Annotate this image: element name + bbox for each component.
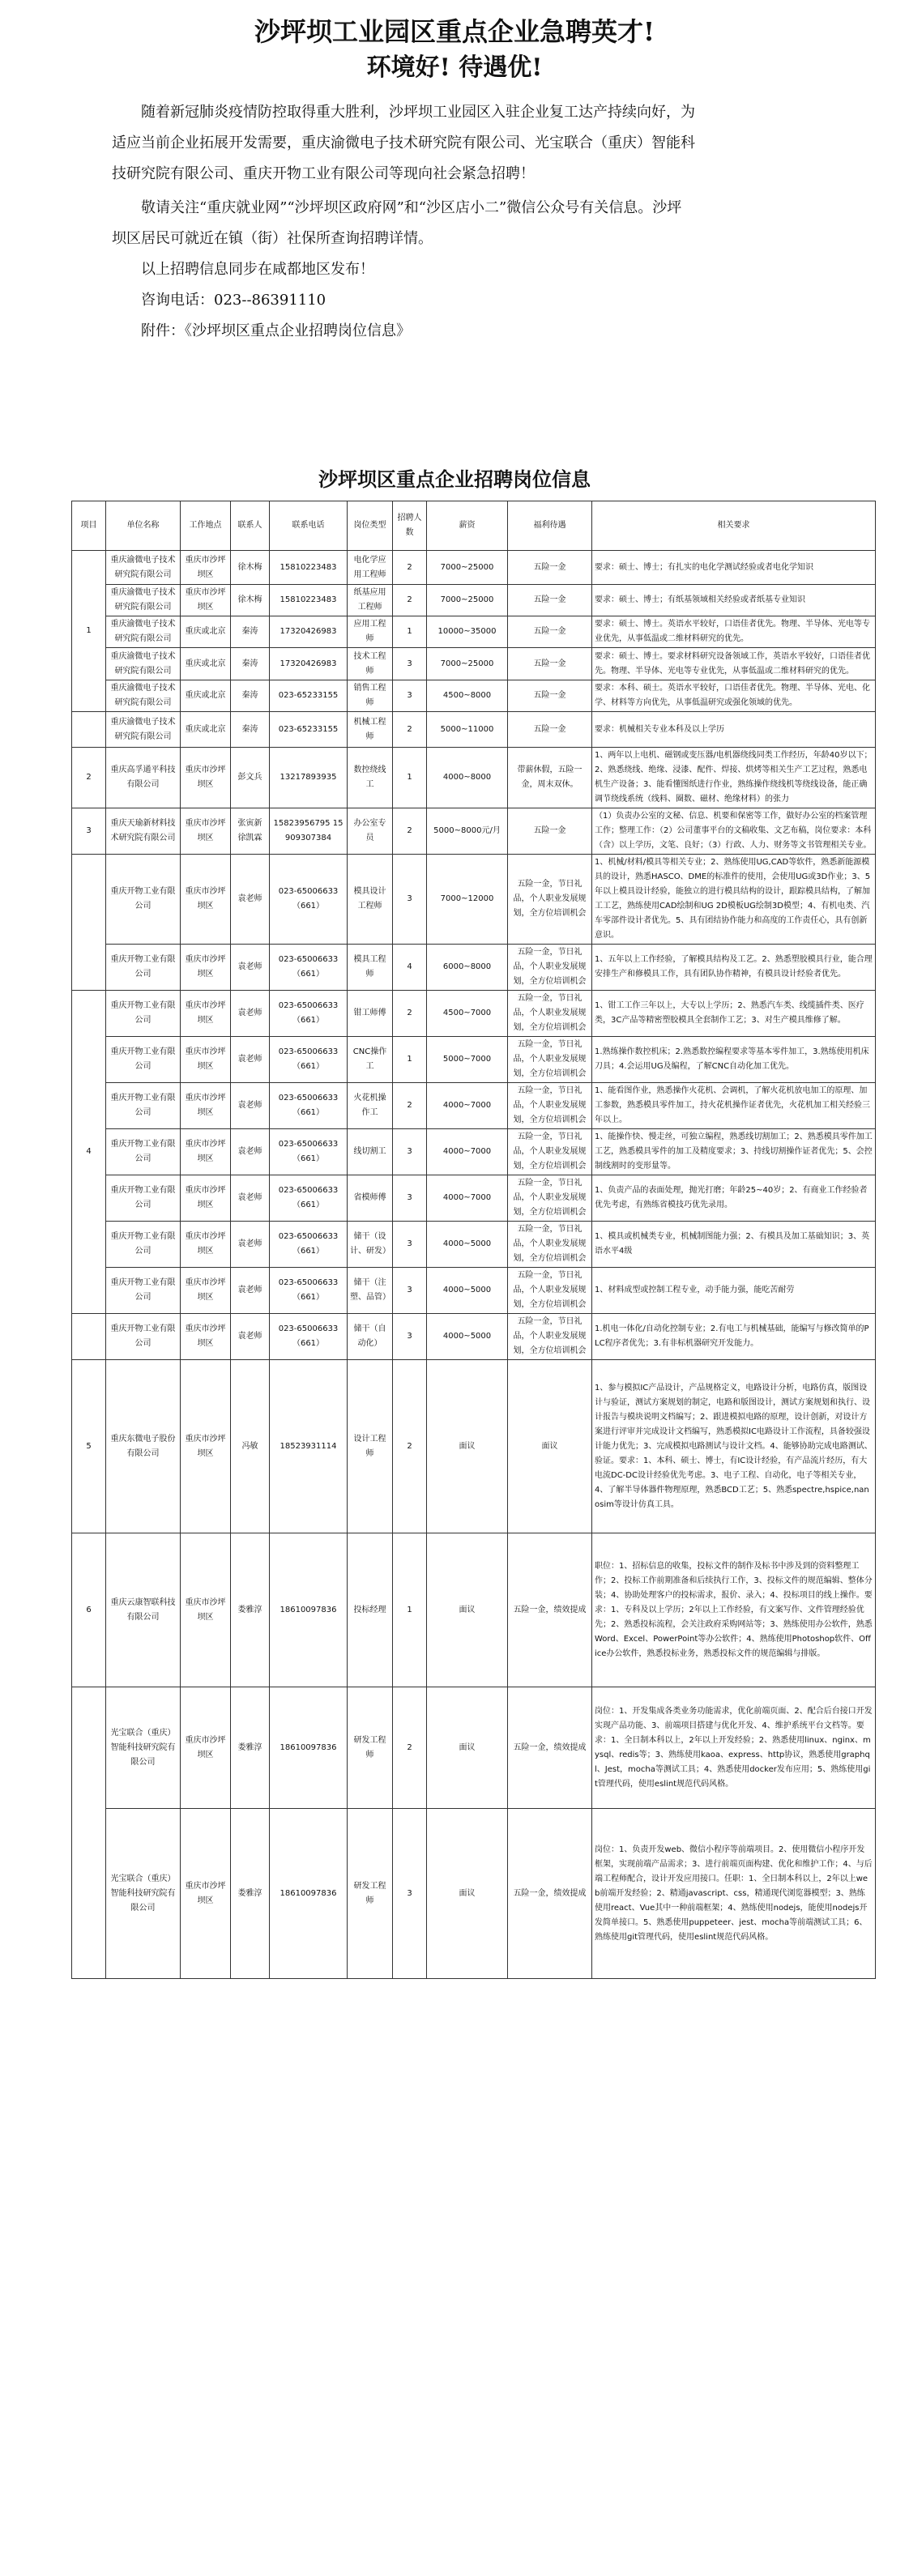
intro-paragraph: 随着新冠肺炎疫情防控取得重大胜利，沙坪坝工业园区入驻企业复工达产持续向好，为适应当前企业拓展开发需要，重庆渝微电子技术研究院有限公司、光宝联合（重庆）智能科技研究院有限公司、重庆开物工业有限公司等现向社会紧急招聘！ [112,104,695,182]
table-row [72,1175,876,1222]
table-row [72,1314,876,1360]
project-number-cell [72,1314,106,1360]
contact-person-cell: 娄雅淳 [231,1687,270,1809]
job-type-cell: 线切割工 [348,1129,393,1175]
salary-cell: 4000~7000 [427,1129,508,1175]
table-row [72,1222,876,1268]
benefits-cell: 五险一金，节日礼品，个人职业发展规划，全方位培训机会 [508,1268,592,1314]
benefits-cell: 五险一金，节日礼品，个人职业发展规划，全方位培训机会 [508,1129,592,1175]
project-number-cell: 4 [72,991,106,1314]
salary-cell: 4500~7000 [427,991,508,1037]
benefits-cell: 面议 [508,1360,592,1533]
project-number-cell [72,712,106,748]
requirements-cell: 岗位：1、负责开发web、微信小程序等前端项目。2、使用微信小程序开发框架，实现前端产品需求；3、进行前端页面构建、优化和维护工作；4、与后端工程师配合，设计开发应用接口。任职：1、全日制本科以上，2年以上web前端开发经验；2、精通javascript、css，精通现代浏览器模型；3、熟练使用react、Vue其中一种前端框架；4、熟练使用nodejs，能使用nodejs开发简单接口。5、熟悉使用puppeteer、jest、mocha等前端测试工具；6、熟练使用git管理代码，使用eslint规范代码风格。 [592,1809,876,1979]
contact-person-cell: 袁老师 [231,855,270,945]
table-row [72,1268,876,1314]
benefits-cell: 五险一金，节日礼品，个人职业发展规划，全方位培训机会 [508,1314,592,1360]
phone-cell: 023-65006633（661） [270,855,348,945]
benefits-cell: 五险一金，节日礼品，个人职业发展规划，全方位培训机会 [508,991,592,1037]
table-row [72,808,876,855]
requirements-cell: 岗位：1、开发集成各类业务功能需求，优化前端页面、2、配合后台接口开发实现产品功能、3、前端项目搭建与优化开发、4、维护系统平台文档等。要求：1、全日制本科以上，2年以上开发经验；2、熟悉使用linux、nginx、mysql、redis等；3、熟练使用kaoa、express、http协议，熟悉使用graphql、Jest，mocha等测试工具；4、熟悉使用docker发布应用；5、熟练使用git管理代码，使用eslint规范代码风格。 [592,1687,876,1809]
company-name-cell: 重庆渝微电子技术研究院有限公司 [106,680,181,712]
job-type-cell: 技术工程师 [348,648,393,680]
salary-cell: 面议 [427,1533,508,1687]
table-row [72,551,876,585]
phone-cell: 023-65006633（661） [270,1314,348,1360]
salary-cell: 4000~5000 [427,1314,508,1360]
company-name-cell: 重庆渝微电子技术研究院有限公司 [106,712,181,748]
headcount-cell: 1 [393,1037,427,1083]
job-type-cell: 设计工程师 [348,1360,393,1533]
work-location-cell: 重庆市沙坪坝区 [181,1222,231,1268]
attachment-note: 附件：《沙坪坝区重点企业招聘岗位信息》 [141,322,411,339]
job-type-cell: 数控绕线工 [348,748,393,808]
requirements-cell: 1.机电一体化/自动化控制专业；2.有电工与机械基础，能编写与修改简单的PLC程序者优先；3.有非标机器研究开发能力。 [592,1314,876,1360]
project-number-cell: 6 [72,1533,106,1687]
work-location-cell: 重庆或北京 [181,616,231,648]
contact-person-cell: 徐木梅 [231,585,270,616]
header-cell: 岗位类型 [348,501,393,551]
salary-cell: 7000~25000 [427,648,508,680]
benefits-cell: 五险一金 [508,712,592,748]
company-name-cell: 重庆开物工业有限公司 [106,1083,181,1129]
phone-cell: 023-65233155 [270,680,348,712]
company-name-cell: 重庆渝微电子技术研究院有限公司 [106,551,181,585]
contact-person-cell: 娄雅淳 [231,1809,270,1979]
salary-cell: 5000~8000元/月 [427,808,508,855]
benefits-cell: 五险一金，绩效提成 [508,1809,592,1979]
intro-paragraph: 敬请关注“重庆就业网”“沙坪坝区政府网”和“沙区店小二”微信公众号有关信息。沙坪坝区居民可就近在镇（街）社保所查询招聘详情。 [112,199,682,247]
headcount-cell: 2 [393,551,427,585]
requirements-cell: （1）负责办公室的文秘、信息、机要和保密等工作，做好办公室的档案管理工作；整理工作：（2）公司董事平台的文稿收集、文艺布稿，岗位要求：本科（含）以上学历，文笔、良好；（3）行政、人力、财务等文书管理相关专业。 [592,808,876,855]
contact-person-cell: 冯敏 [231,1360,270,1533]
table-row [72,1037,876,1083]
salary-cell: 7000~25000 [427,551,508,585]
requirements-cell: 要求：硕士、博士；有纸基领域相关经验或者纸基专业知识 [592,585,876,616]
headcount-cell: 2 [393,1687,427,1809]
header-cell: 单位名称 [106,501,181,551]
headcount-cell: 1 [393,616,427,648]
page-subtitle: 环境好! 待遇优! [366,53,543,82]
work-location-cell: 重庆市沙坪坝区 [181,808,231,855]
job-type-cell: CNC操作工 [348,1037,393,1083]
page-title: 沙坪坝工业园区重点企业急聘英才! [254,16,655,47]
job-type-cell: 投标经理 [348,1533,393,1687]
company-name-cell: 重庆开物工业有限公司 [106,1268,181,1314]
benefits-cell: 五险一金 [508,616,592,648]
phone-cell: 18610097836 [270,1687,348,1809]
company-name-cell: 重庆渝微电子技术研究院有限公司 [106,648,181,680]
work-location-cell: 重庆或北京 [181,712,231,748]
work-location-cell: 重庆市沙坪坝区 [181,991,231,1037]
job-type-cell: 纸基应用工程师 [348,585,393,616]
company-name-cell: 光宝联合（重庆）智能科技研究院有限公司 [106,1687,181,1809]
header-cell: 福利待遇 [508,501,592,551]
benefits-cell: 五险一金，节日礼品，个人职业发展规划，全方位培训机会 [508,945,592,991]
salary-cell: 4000~5000 [427,1222,508,1268]
salary-cell: 4000~8000 [427,748,508,808]
job-type-cell: 销售工程师 [348,680,393,712]
benefits-cell: 五险一金，节日礼品，个人职业发展规划，全方位培训机会 [508,1222,592,1268]
phone-cell: 15810223483 [270,551,348,585]
table-row [72,1533,876,1687]
project-number-cell [72,1687,106,1979]
table-row [72,680,876,712]
contact-person-cell: 袁老师 [231,991,270,1037]
requirements-cell: 1、材料成型或控制工程专业，动手能力强，能吃苦耐劳 [592,1268,876,1314]
requirements-cell: 职位：1、招标信息的收集，投标文件的制作及标书中涉及到的资料整理工作；2、投标工作前期准备和后续执行工作，3、投标文件的规范编辑、整体分装；4、协助处理客户的投标需求，报价、录入；4、投标项目的线上操作。要求：1、专科及以上学历；2年以上工作经验，有文案写作、文件管理经验优先；2、熟悉投标流程，会关注政府采购网站等；3、熟练使用办公软件，熟悉Word、Excel、PowerPoint等办公软件；4、熟练使用Photoshop软件、Office办公软件，熟悉投标业务，熟悉投标文件的规范编辑与排版。 [592,1533,876,1687]
headcount-cell: 3 [393,1175,427,1222]
job-type-cell: 模具设计工程师 [348,855,393,945]
headcount-cell: 4 [393,945,427,991]
header-cell: 相关要求 [592,501,876,551]
project-number-cell [72,855,106,991]
company-name-cell: 重庆开物工业有限公司 [106,1175,181,1222]
phone-cell: 023-65006633（661） [270,991,348,1037]
job-type-cell: 应用工程师 [348,616,393,648]
benefits-cell: 带薪休假，五险一金，周末双休。 [508,748,592,808]
header-cell: 薪资 [427,501,508,551]
project-number-cell: 5 [72,1360,106,1533]
work-location-cell: 重庆市沙坪坝区 [181,1687,231,1809]
contact-person-cell: 娄雅淳 [231,1533,270,1687]
phone-cell: 023-65006633（661） [270,945,348,991]
phone-cell: 023-65006633（661） [270,1175,348,1222]
company-name-cell: 重庆渝微电子技术研究院有限公司 [106,616,181,648]
work-location-cell: 重庆市沙坪坝区 [181,1533,231,1687]
headcount-cell: 2 [393,585,427,616]
work-location-cell: 重庆市沙坪坝区 [181,551,231,585]
work-location-cell: 重庆市沙坪坝区 [181,1175,231,1222]
benefits-cell: 五险一金 [508,551,592,585]
benefits-cell: 五险一金，绩效提成 [508,1687,592,1809]
headcount-cell: 3 [393,648,427,680]
job-type-cell: 火花机操作工 [348,1083,393,1129]
benefits-cell: 五险一金 [508,680,592,712]
benefits-cell: 五险一金 [508,808,592,855]
contact-person-cell: 袁老师 [231,1222,270,1268]
requirements-cell: 1、钳工工作三年以上，大专以上学历；2、熟悉汽车类、线缆插件类、医疗类，3C产品等精密塑胶模具全套制作工艺；3、对生产模具维修了解。 [592,991,876,1037]
requirements-cell: 要求：本科、硕士。英语水平较好，口语佳者优先。物理、半导体、光电、化学、材料等方向优先，从事低温研究或强化领域的优先。 [592,680,876,712]
table-row [72,1083,876,1129]
headcount-cell: 2 [393,712,427,748]
benefits-cell: 五险一金，节日礼品，个人职业发展规划，全方位培训机会 [508,1083,592,1129]
contact-person-cell: 袁老师 [231,1129,270,1175]
project-number-cell: 3 [72,808,106,855]
benefits-cell: 五险一金 [508,648,592,680]
job-type-cell: 储干（注塑、品管） [348,1268,393,1314]
requirements-cell: 1.熟练操作数控机床；2.熟悉数控编程要求等基本零件加工，3.熟练使用机床刀具；4.会运用UG及编程，了解CNC自动化加工优先。 [592,1037,876,1083]
work-location-cell: 重庆市沙坪坝区 [181,1360,231,1533]
benefits-cell: 五险一金，节日礼品，个人职业发展规划，全方位培训机会 [508,855,592,945]
work-location-cell: 重庆市沙坪坝区 [181,1129,231,1175]
phone-cell: 023-65006633（661） [270,1083,348,1129]
company-name-cell: 重庆高孚通平科技有限公司 [106,748,181,808]
headcount-cell: 2 [393,1360,427,1533]
intro-paragraph: 以上招聘信息同步在咸都地区发布！ [141,261,374,278]
benefits-cell: 五险一金 [508,585,592,616]
requirements-cell: 要求：硕士、博士。要求材料研究设备领域工作，英语水平较好，口语佳者优先。物理、半导体、光电等专业优先，从事低温或二维材料研究的优先。 [592,648,876,680]
benefits-cell: 五险一金，绩效提成 [508,1533,592,1687]
table-row [72,1809,876,1979]
company-name-cell: 重庆开物工业有限公司 [106,1037,181,1083]
table-row [72,585,876,616]
salary-cell: 面议 [427,1809,508,1979]
phone-cell: 13217893935 [270,748,348,808]
salary-cell: 4000~7000 [427,1083,508,1129]
header-cell: 联系电话 [270,501,348,551]
table-row [72,1129,876,1175]
phone-cell: 023-65006633（661） [270,1037,348,1083]
headcount-cell: 3 [393,1809,427,1979]
requirements-cell: 1、参与模拟IC产品设计，产品规格定义，电路设计分析，电路仿真，版图设计与验证，测试方案规划的制定，电路和版图设计，测试方案规划和执行、设计报告与模块说明文档编写；2、跟进模拟电路的原理，设计创新，对设计方案进行评审并完成设计文档编写，熟悉模拟IC电路设计工作流程，具备较强设计能力优先；3、完成模拟电路测试与设计文档。4、能够协助完成电路测试、验证。要求：1、本科、硕士、博士，有IC设计经验，有产品流片经历，有大电流DC-DC设计经验优先考虑。3、电子工程、自动化，电子等相关专业，4、了解半导体器件物理原理，熟悉BCD工艺；5、熟悉spectre,hspice,nanosim等设计仿真工具。 [592,1360,876,1533]
phone-cell: 18523931114 [270,1360,348,1533]
phone-cell: 18610097836 [270,1533,348,1687]
contact-phone: 咨询电话：023--86391110 [141,292,326,309]
headcount-cell: 3 [393,1314,427,1360]
work-location-cell: 重庆市沙坪坝区 [181,1083,231,1129]
job-type-cell: 储干（设计、研发） [348,1222,393,1268]
work-location-cell: 重庆市沙坪坝区 [181,1268,231,1314]
requirements-cell: 1、能操作快、慢走丝，可独立编程，熟悉线切割加工；2、熟悉模具零件加工工艺，熟悉模具零件的加工及精度要求；3、持线切割操作证者优先；5、会控制线割时的变形量等。 [592,1129,876,1175]
headcount-cell: 3 [393,855,427,945]
salary-cell: 4500~8000 [427,680,508,712]
work-location-cell: 重庆市沙坪坝区 [181,1314,231,1360]
header-cell: 招聘人数 [393,501,427,551]
jobs-table [71,501,876,1979]
headcount-cell: 3 [393,1268,427,1314]
contact-person-cell: 秦涛 [231,712,270,748]
work-location-cell: 重庆或北京 [181,680,231,712]
work-location-cell: 重庆或北京 [181,648,231,680]
contact-person-cell: 袁老师 [231,1037,270,1083]
table-row [72,712,876,748]
headcount-cell: 2 [393,808,427,855]
salary-cell: 7000~25000 [427,585,508,616]
contact-person-cell: 秦涛 [231,616,270,648]
requirements-cell: 要求：硕士、博士。英语水平较好，口语佳者优先。物理、半导体、光电等专业优先，从事低温或二维材料研究的优先。 [592,616,876,648]
headcount-cell: 3 [393,1222,427,1268]
company-name-cell: 重庆云康智联科技有限公司 [106,1533,181,1687]
salary-cell: 5000~7000 [427,1037,508,1083]
job-type-cell: 钳工师傅 [348,991,393,1037]
header-cell: 联系人 [231,501,270,551]
requirements-cell: 1、机械/材料/模具等相关专业；2、熟练使用UG,CAD等软件，熟悉新能源模具的设计，熟悉HASCO、DME的标准件的使用，会使用UG或3D作业；3、5年以上模具设计经验，能独立的进行模具结构的设计，跟踪模具结构，了解加工工艺，熟练使用CAD绘制和UG 2D模板UG绘制3D模型；4、有机电类、汽车零部件设计者优先。5、具有团结协作能力和高度的工作责任心，具有创新意识。 [592,855,876,945]
salary-cell: 面议 [427,1360,508,1533]
work-location-cell: 重庆市沙坪坝区 [181,1037,231,1083]
phone-cell: 023-65006633（661） [270,1268,348,1314]
table-row [72,648,876,680]
salary-cell: 4000~7000 [427,1175,508,1222]
phone-cell: 17320426983 [270,648,348,680]
headcount-cell: 1 [393,1533,427,1687]
work-location-cell: 重庆市沙坪坝区 [181,1809,231,1979]
salary-cell: 10000~35000 [427,616,508,648]
contact-person-cell: 张寅新 徐凯霖 [231,808,270,855]
table-row [72,855,876,945]
phone-cell: 023-65233155 [270,712,348,748]
phone-cell: 15810223483 [270,585,348,616]
header-cell: 工作地点 [181,501,231,551]
table-row [72,1687,876,1809]
company-name-cell: 重庆开物工业有限公司 [106,945,181,991]
phone-cell: 15823956795 15909307384 [270,808,348,855]
table-row [72,945,876,991]
headcount-cell: 3 [393,1129,427,1175]
phone-cell: 17320426983 [270,616,348,648]
job-type-cell: 电化学应用工程师 [348,551,393,585]
project-number-cell: 2 [72,748,106,808]
work-location-cell: 重庆市沙坪坝区 [181,748,231,808]
contact-person-cell: 袁老师 [231,945,270,991]
benefits-cell: 五险一金，节日礼品，个人职业发展规划，全方位培训机会 [508,1175,592,1222]
table-row [72,1360,876,1533]
headcount-cell: 2 [393,991,427,1037]
contact-person-cell: 袁老师 [231,1175,270,1222]
job-type-cell: 机械工程师 [348,712,393,748]
salary-cell: 面议 [427,1687,508,1809]
company-name-cell: 光宝联合（重庆）智能科技研究院有限公司 [106,1809,181,1979]
phone-cell: 18610097836 [270,1809,348,1979]
requirements-cell: 1、两年以上电机、磁钢或变压器/电机器绕线同类工作经历，年龄40岁以下；2、熟悉绕线、绝缘、浸漆、配件、焊接、烘烤等相关生产工艺过程，熟悉电机生产设备；3、能看懂图纸进行作业，熟练操作绕线机等绕线设备，能正确调节绕线系统（线料、圈数、磁材、绝缘材料）的张力 [592,748,876,808]
table-header-row [72,501,876,551]
job-type-cell: 模具工程师 [348,945,393,991]
intro-text [112,97,695,347]
project-number-cell: 1 [72,551,106,712]
company-name-cell: 重庆渝微电子技术研究院有限公司 [106,585,181,616]
salary-cell: 4000~5000 [427,1268,508,1314]
requirements-cell: 1、负责产品的表面处理，抛光打磨；年龄25~40岁；2、有商业工作经验者优先考虑，有熟练省模技巧优先录用。 [592,1175,876,1222]
headcount-cell: 3 [393,680,427,712]
table-row [72,616,876,648]
work-location-cell: 重庆市沙坪坝区 [181,855,231,945]
headcount-cell: 2 [393,1083,427,1129]
table-body [72,551,876,1979]
company-name-cell: 重庆开物工业有限公司 [106,1222,181,1268]
phone-cell: 023-65006633（661） [270,1222,348,1268]
table-title: 沙坪坝区重点企业招聘岗位信息 [318,467,591,491]
contact-person-cell: 秦涛 [231,680,270,712]
requirements-cell: 1、能看图作业，熟悉操作火花机、会调机，了解火花机放电加工的原理、加工参数，熟悉模具零件加工，持火花机操作证者优先，火花机加工相关经验三年以上。 [592,1083,876,1129]
contact-person-cell: 徐木梅 [231,551,270,585]
header-cell: 项目 [72,501,106,551]
headcount-cell: 1 [393,748,427,808]
phone-cell: 023-65006633（661） [270,1129,348,1175]
contact-person-cell: 袁老师 [231,1268,270,1314]
company-name-cell: 重庆天瑜新材料技术研究院有限公司 [106,808,181,855]
salary-cell: 5000~11000 [427,712,508,748]
requirements-cell: 要求：硕士、博士；有扎实的电化学测试经验或者电化学知识 [592,551,876,585]
job-type-cell: 储干（自动化） [348,1314,393,1360]
contact-person-cell: 袁老师 [231,1314,270,1360]
contact-person-cell: 袁老师 [231,1083,270,1129]
contact-person-cell: 彭文兵 [231,748,270,808]
requirements-cell: 1、模具或机械类专业，机械制图能力强；2、有模具及加工基础知识；3、英语水平4级 [592,1222,876,1268]
job-type-cell: 办公室专员 [348,808,393,855]
table-row [72,991,876,1037]
company-name-cell: 重庆开物工业有限公司 [106,1129,181,1175]
salary-cell: 6000~8000 [427,945,508,991]
work-location-cell: 重庆市沙坪坝区 [181,585,231,616]
work-location-cell: 重庆市沙坪坝区 [181,945,231,991]
company-name-cell: 重庆开物工业有限公司 [106,991,181,1037]
job-type-cell: 研发工程师 [348,1687,393,1809]
requirements-cell: 1、五年以上工作经验，了解模具结构及工艺。2、熟悉塑胶模具行业，能合理安排生产和修模具工作，具有团队协作精神，有模具设计经验者优先。 [592,945,876,991]
job-type-cell: 研发工程师 [348,1809,393,1979]
company-name-cell: 重庆开物工业有限公司 [106,1314,181,1360]
salary-cell: 7000~12000 [427,855,508,945]
requirements-cell: 要求：机械相关专业本科及以上学历 [592,712,876,748]
contact-person-cell: 秦涛 [231,648,270,680]
job-type-cell: 省模师傅 [348,1175,393,1222]
benefits-cell: 五险一金，节日礼品，个人职业发展规划，全方位培训机会 [508,1037,592,1083]
company-name-cell: 重庆开物工业有限公司 [106,855,181,945]
company-name-cell: 重庆东微电子股份有限公司 [106,1360,181,1533]
table-row [72,748,876,808]
